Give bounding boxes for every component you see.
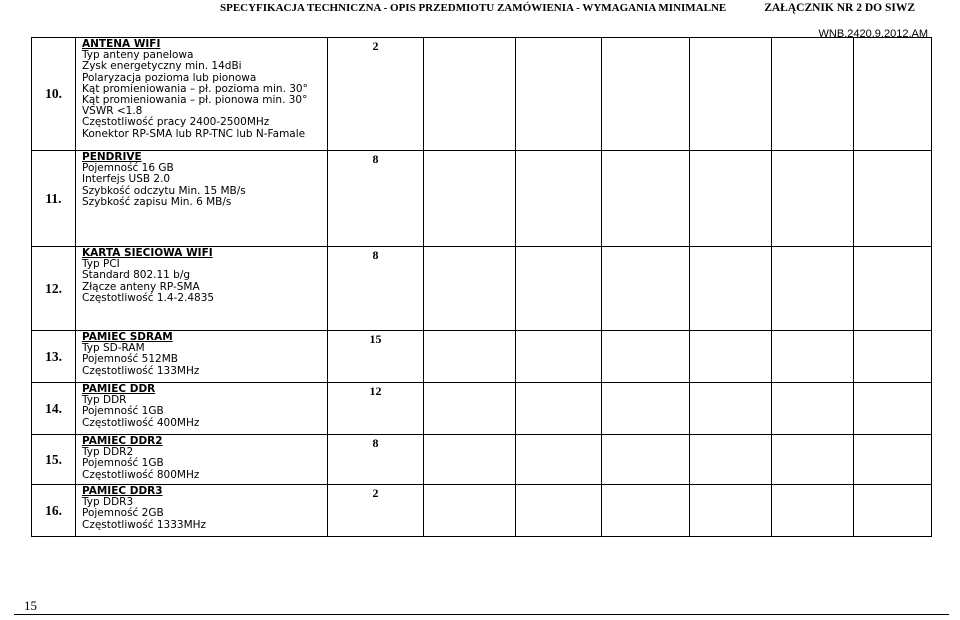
empty-cell — [772, 151, 854, 247]
item-spec-line: Szybkość odczytu Min. 15 MB/s — [82, 184, 246, 197]
item-spec-line: Częstotliwość 400MHz — [82, 416, 200, 429]
empty-cell — [772, 435, 854, 485]
item-quantity: 2 — [328, 485, 424, 537]
item-quantity: 2 — [328, 38, 424, 151]
item-title: PAMIEC SDRAM — [82, 331, 173, 343]
empty-cell — [772, 247, 854, 331]
item-row — [32, 38, 932, 151]
empty-cell — [772, 383, 854, 435]
empty-cell — [424, 247, 516, 331]
empty-cell — [424, 383, 516, 435]
item-number: 14. — [32, 383, 76, 435]
item-spec-line: Typ DDR3 — [82, 496, 134, 509]
item-spec-line: Pojemność 16 GB — [82, 162, 174, 175]
empty-cell — [690, 247, 772, 331]
empty-cell — [424, 485, 516, 537]
item-spec-line: Pojemność 1GB — [82, 457, 164, 470]
item-row — [32, 247, 932, 331]
item-spec-line: Częstotliwość 800MHz — [82, 468, 200, 481]
empty-cell — [516, 151, 602, 247]
empty-cell — [854, 435, 932, 485]
item-spec-line: Kąt promieniowania – pł. pionowa min. 30° — [82, 94, 308, 107]
item-description — [76, 38, 328, 151]
item-spec-line: Częstotliwość 1333MHz — [82, 518, 207, 531]
item-description — [76, 331, 328, 383]
empty-cell — [516, 331, 602, 383]
item-row — [32, 485, 932, 537]
item-description — [76, 435, 328, 485]
empty-cell — [772, 38, 854, 151]
item-row — [32, 383, 932, 435]
empty-cell — [602, 383, 690, 435]
annex-label: ZAŁĄCZNIK NR 2 DO SIWZ — [764, 2, 915, 14]
item-number: 11. — [32, 151, 76, 247]
empty-cell — [602, 331, 690, 383]
empty-cell — [854, 151, 932, 247]
item-quantity: 8 — [328, 247, 424, 331]
empty-cell — [602, 435, 690, 485]
item-spec-line: Częstotliwość 133MHz — [82, 364, 200, 377]
item-number: 12. — [32, 247, 76, 331]
empty-cell — [690, 151, 772, 247]
item-quantity: 8 — [328, 435, 424, 485]
item-spec-line: Pojemność 1GB — [82, 405, 164, 418]
empty-cell — [516, 383, 602, 435]
item-title: PENDRIVE — [82, 151, 142, 163]
page-number: 15 — [24, 598, 37, 613]
item-row — [32, 435, 932, 485]
item-quantity: 8 — [328, 151, 424, 247]
page-header — [0, 0, 960, 14]
empty-cell — [424, 151, 516, 247]
item-description — [76, 485, 328, 537]
empty-cell — [690, 38, 772, 151]
item-spec-line: Konektor RP-SMA lub RP-TNC lub N-Famale — [82, 127, 306, 140]
empty-cell — [772, 485, 854, 537]
specification-table — [31, 37, 932, 537]
item-number: 15. — [32, 435, 76, 485]
item-quantity: 15 — [328, 331, 424, 383]
empty-cell — [772, 331, 854, 383]
item-spec-line: Szybkość zapisu Min. 6 MB/s — [82, 195, 232, 208]
item-spec-line: Kąt promieniowania – pł. pozioma min. 30° — [82, 82, 308, 95]
document-title: SPECYFIKACJA TECHNICZNA - OPIS PRZEDMIOTU ZAMÓWIENIA - WYMAGANIA MINIMALNE — [220, 2, 727, 14]
empty-cell — [602, 247, 690, 331]
item-number: 10. — [32, 38, 76, 151]
empty-cell — [516, 38, 602, 151]
empty-cell — [690, 331, 772, 383]
empty-cell — [854, 485, 932, 537]
empty-cell — [424, 435, 516, 485]
item-spec-line: Polaryzacja pozioma lub pionowa — [82, 71, 257, 84]
item-description — [76, 151, 328, 247]
item-spec-line: Częstotliwość pracy 2400-2500MHz — [82, 116, 270, 129]
item-spec-line: Częstotliwość 1.4-2.4835 — [82, 291, 215, 304]
item-number: 13. — [32, 331, 76, 383]
item-spec-line: Typ anteny panelowa — [82, 49, 194, 62]
empty-cell — [854, 38, 932, 151]
item-row — [32, 331, 932, 383]
item-title: PAMIEC DDR — [82, 383, 156, 395]
item-spec-line: Standard 802.11 b/g — [82, 269, 191, 282]
reference-number: WNB.2420.9.2012.AM — [818, 28, 928, 40]
item-spec-line: Zysk energetyczny min. 14dBi — [82, 60, 242, 73]
empty-cell — [424, 38, 516, 151]
empty-cell — [854, 331, 932, 383]
item-spec-line: Interfejs USB 2.0 — [82, 173, 171, 186]
item-spec-line: Typ DDR — [82, 394, 127, 407]
empty-cell — [516, 247, 602, 331]
item-row — [32, 151, 932, 247]
item-title: KARTA SIECIOWA WIFI — [82, 247, 213, 259]
empty-cell — [854, 383, 932, 435]
item-title: PAMIEC DDR2 — [82, 435, 163, 447]
empty-cell — [424, 331, 516, 383]
item-title: ANTENA WIFI — [82, 38, 161, 50]
empty-cell — [690, 383, 772, 435]
empty-cell — [602, 38, 690, 151]
item-spec-line: Typ PCI — [82, 258, 120, 271]
item-number: 16. — [32, 485, 76, 537]
empty-cell — [516, 485, 602, 537]
item-spec-line: Typ DDR2 — [82, 446, 134, 459]
item-spec-line: VSWR <1.8 — [82, 105, 143, 118]
item-title: PAMIEC DDR3 — [82, 485, 163, 497]
item-spec-line: Pojemność 2GB — [82, 507, 164, 520]
item-description — [76, 383, 328, 435]
footer-rule — [14, 614, 949, 615]
empty-cell — [516, 435, 602, 485]
item-spec-line: Złącze anteny RP-SMA — [82, 280, 200, 293]
item-description — [76, 247, 328, 331]
item-spec-line: Typ SD-RAM — [82, 342, 145, 355]
item-spec-line: Pojemność 512MB — [82, 353, 178, 366]
empty-cell — [854, 247, 932, 331]
empty-cell — [690, 485, 772, 537]
empty-cell — [690, 435, 772, 485]
empty-cell — [602, 151, 690, 247]
empty-cell — [602, 485, 690, 537]
item-quantity: 12 — [328, 383, 424, 435]
